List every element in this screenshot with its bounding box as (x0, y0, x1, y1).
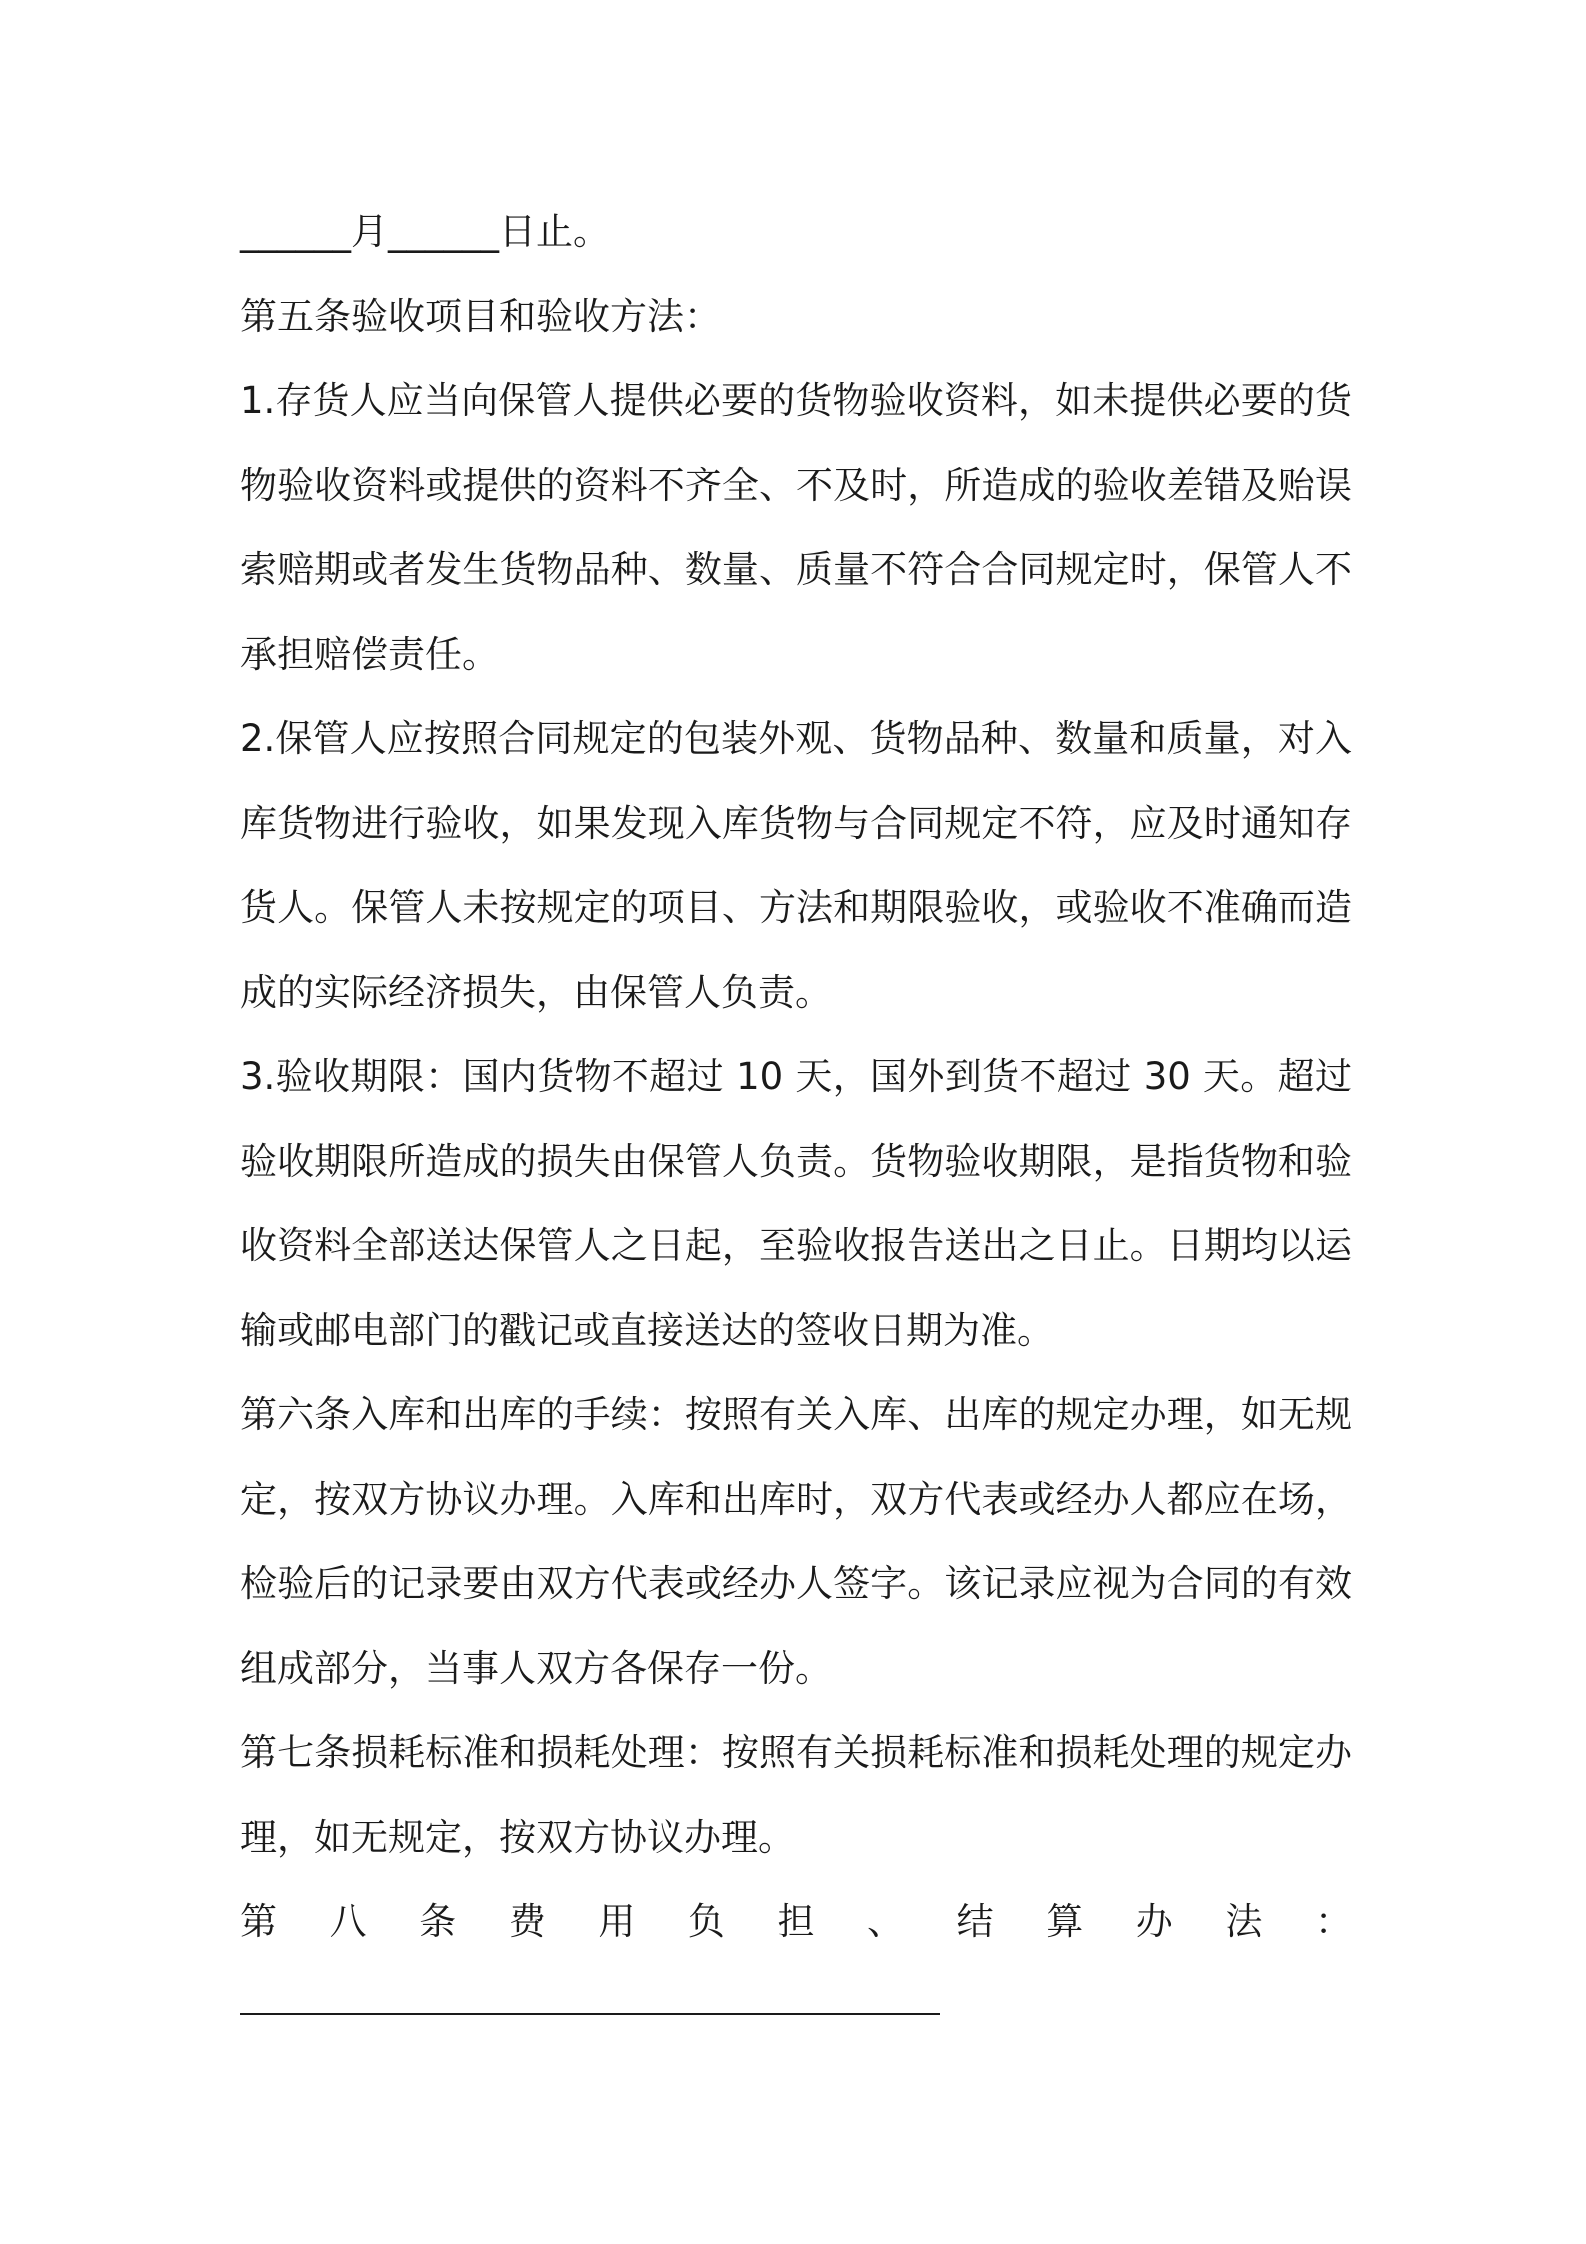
date-end-line: ______月______日止。 (240, 210, 610, 253)
article-8-char: 负 (687, 1900, 725, 1943)
article-8-char: 第 (240, 1900, 277, 1943)
article-8-char: 用 (598, 1900, 636, 1943)
article-8-char: 八 (329, 1900, 367, 1943)
article-5-title: 第五条验收项目和验收方法： (240, 294, 721, 338)
article-7: 第七条损耗标准和损耗处理：按照有关损耗标准和损耗处理的规定办理，如无规定，按双方协议办理。 (240, 1731, 1352, 1859)
article-8-char: 费 (508, 1900, 546, 1943)
article-8-title (240, 1880, 1352, 1965)
article-8-char: 条 (419, 1900, 457, 1943)
document-body (240, 190, 1352, 2015)
fill-in-blank-line (240, 2013, 940, 2015)
article-8-char: ： (1314, 1900, 1352, 1943)
article-5-item-2: 2.保管人应按照合同规定的包装外观、货物品种、数量和质量，对入库货物进行验收，如果发现入库货物与合同规定不符，应及时通知存货人。保管人未按规定的项目、方法和期限验收，或验收不准确而造成的实际经济损失，由保管人负责。 (240, 717, 1352, 1014)
article-8-char: 、 (867, 1900, 905, 1943)
article-8-char: 担 (777, 1900, 815, 1943)
article-6: 第六条入库和出库的手续：按照有关入库、出库的规定办理，如无规定，按双方协议办理。入库和出库时，双方代表或经办人都应在场，检验后的记录要由双方代表或经办人签字。该记录应视为合同的有效组成部分，当事人双方各保存一份。 (240, 1393, 1352, 1690)
article-8-char: 法 (1225, 1900, 1263, 1943)
article-8-char: 算 (1046, 1900, 1084, 1943)
article-5-item-3: 3.验收期限：国内货物不超过 10 天，国外到货不超过 30 天。超过验收期限所造成的损失由保管人负责。货物验收期限，是指货物和验收资料全部送达保管人之日起，至验收报告送出之日止。日期均以运输或邮电部门的戳记或直接送达的签收日期为准。 (240, 1055, 1352, 1352)
article-8-char: 结 (956, 1900, 994, 1943)
article-8-char: 办 (1135, 1900, 1173, 1943)
article-5-item-1: 1.存货人应当向保管人提供必要的货物验收资料，如未提供必要的货物验收资料或提供的资料不齐全、不及时，所造成的验收差错及贻误索赔期或者发生货物品种、数量、质量不符合合同规定时，保管人不承担赔偿责任。 (240, 379, 1352, 676)
